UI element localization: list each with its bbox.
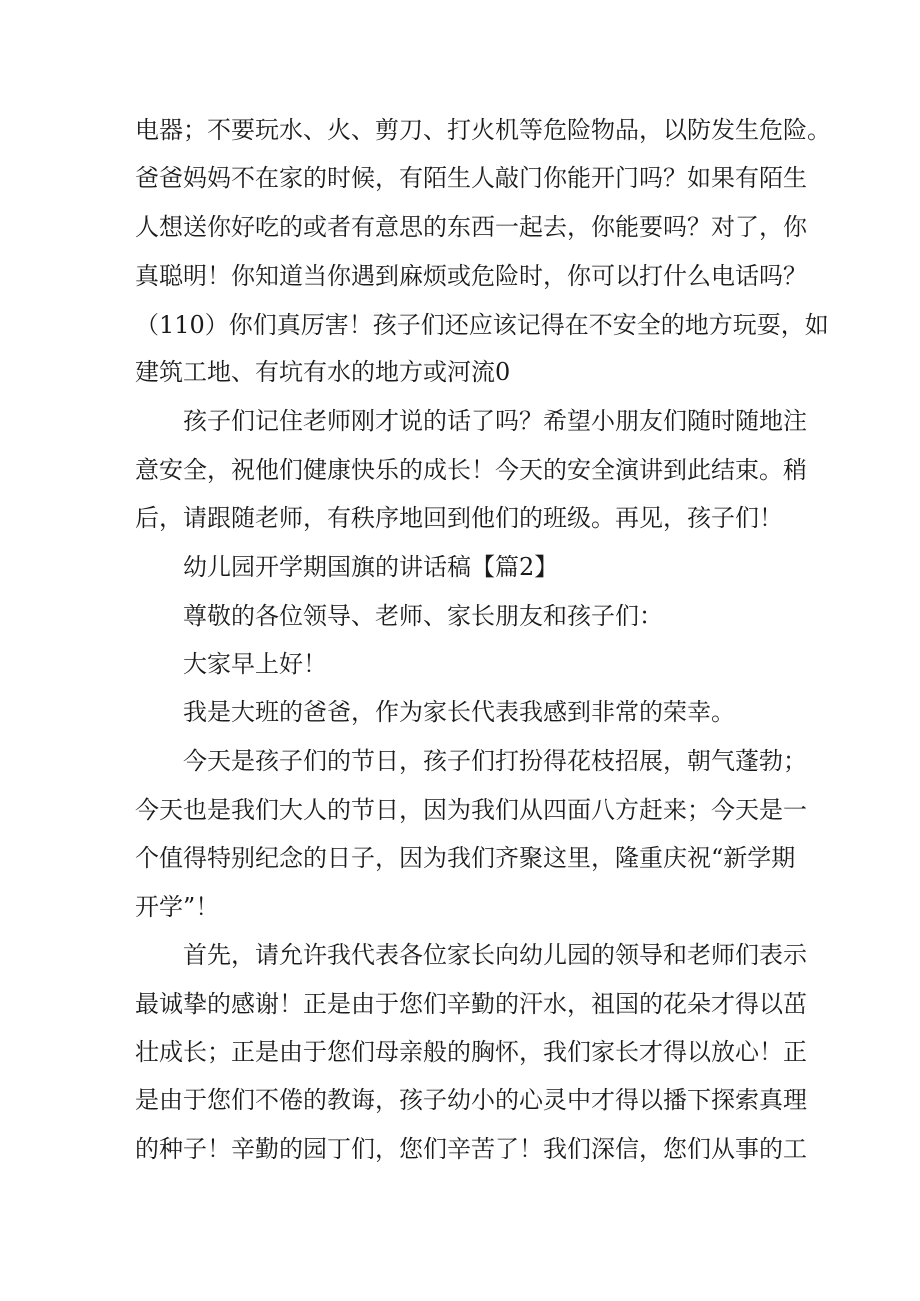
- text-line-content: 后，请跟随老师，有秩序地回到他们的班级。再见，孩子们！: [135, 504, 783, 532]
- text-line-content: 尊敬的各位领导、老师、家长朋友和孩子们：: [183, 602, 663, 630]
- text-line-content: 大家早上好！: [183, 650, 327, 678]
- text-line-content: 壮成长；正是由于您们母亲般的胸怀，我们家长才得以放心！正: [135, 1038, 807, 1066]
- text-line-content: 今天也是我们大人的节日，因为我们从四面八方赶来；今天是一: [135, 796, 807, 824]
- text-line-content: 真聪明！你知道当你遇到麻烦或危险时，你可以打什么电话吗？: [135, 262, 807, 290]
- text-line-content: 建筑工地、有坑有水的地方或河流0: [135, 358, 511, 386]
- text-line-content: 意安全，祝他们健康快乐的成长！今天的安全演讲到此结束。稍: [135, 456, 807, 484]
- text-line-content: 最诚挚的感谢！正是由于您们辛勤的汗水，祖国的花朵才得以茁: [135, 990, 807, 1018]
- text-line-content: 我是大班的爸爸，作为家长代表我感到非常的荣幸。: [183, 698, 735, 726]
- text-line-content: 幼儿园开学期国旗的讲话稿【篇2】: [183, 553, 559, 581]
- text-line-content: 的种子！辛勤的园丁们，您们辛苦了！我们深信，您们从事的工: [135, 1135, 807, 1163]
- text-line-content: 首先，请允许我代表各位家长向幼儿园的领导和老师们表示: [183, 941, 807, 969]
- text-line-content: 电器；不要玩水、火、剪刀、打火机等危险物品，以防发生危险。: [135, 116, 831, 144]
- text-line-content: 个值得特别纪念的日子，因为我们齐聚这里，隆重庆祝“新学期: [135, 844, 796, 872]
- text-line-content: 孩子们记住老师刚才说的话了吗？希望小朋友们随时随地注: [183, 407, 807, 435]
- text-line-content: 是由于您们不倦的教诲，孩子幼小的心灵中才得以播下探索真理: [135, 1086, 807, 1114]
- text-line-content: （110）你们真厉害！孩子们还应该记得在不安全的地方玩耍，如: [135, 311, 829, 339]
- text-line-content: 人想送你好吃的或者有意思的东西一起去，你能要吗？对了，你: [135, 213, 807, 241]
- text-line-content: 开学”！: [135, 893, 220, 921]
- text-line-content: 爸爸妈妈不在家的时候，有陌生人敲门你能开门吗？如果有陌生: [135, 164, 807, 192]
- text-line-content: 今天是孩子们的节日，孩子们打扮得花枝招展，朝气蓬勃；: [183, 747, 807, 775]
